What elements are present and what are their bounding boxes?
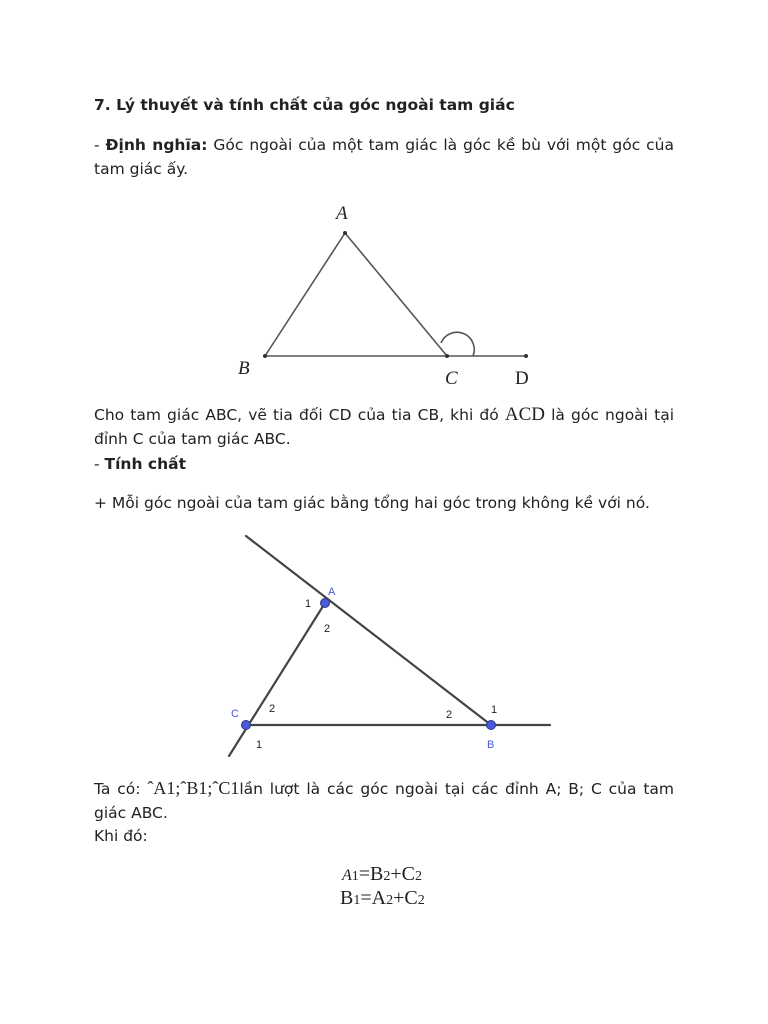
vertex-label-b: B (487, 739, 495, 751)
definition-prefix: - (94, 136, 106, 154)
point-c (445, 354, 449, 358)
point-b (263, 354, 267, 358)
construction-text-before: Cho tam giác ABC, vẽ tia đối CD của tia CB, khi đó (94, 406, 505, 424)
conclusion-paragraph (94, 776, 674, 825)
conclusion-prefix: Ta có: (94, 780, 148, 798)
point-a-dot (321, 599, 330, 608)
line-through-a-b (246, 536, 491, 725)
exterior-angle-arc (441, 332, 474, 356)
property-heading-prefix: - (94, 455, 105, 473)
segment-ab (265, 233, 345, 356)
definition-text: Góc ngoài của một tam giác là góc kề bù với một góc của tam giác ấy. (94, 136, 674, 178)
formula2-t2-sub: 2 (417, 893, 425, 908)
formula1-t1-sub: 2 (383, 869, 391, 884)
point-c-dot (242, 721, 251, 730)
line-through-c-a (229, 603, 325, 756)
angle-label-c2: 2 (269, 703, 276, 715)
construction-text-after: là góc ngoài tại đỉnh C của tam giác ABC. (94, 406, 674, 448)
formula1-plus: +C (390, 863, 416, 885)
segment-ac (345, 233, 447, 356)
khi-do-text: Khi đó: (94, 827, 148, 845)
section-heading-text: 7. Lý thuyết và tính chất của góc ngoài tam giác (94, 96, 515, 114)
conclusion-text: lần lượt là các góc ngoài tại các đỉnh A; B; C của tam giác ABC. (94, 780, 674, 822)
exterior-angles-list: ˆA1;ˆB1;ˆC1 (147, 778, 240, 798)
vertex-label-c: C (231, 708, 239, 720)
angle-label-b1: 1 (491, 704, 498, 716)
formula-exterior-b (340, 887, 425, 910)
angle-label-b2: 2 (446, 709, 453, 721)
definition-label: Định nghĩa: (105, 136, 208, 154)
label-d: D (515, 368, 529, 389)
formula2-t1-sub: 2 (386, 893, 394, 908)
section-heading (94, 93, 674, 117)
formula2-eq: =A (360, 887, 387, 909)
label-c: C (445, 368, 458, 389)
angle-acd: ACD (504, 404, 545, 425)
construction-paragraph (94, 403, 674, 451)
vertex-label-a: A (328, 586, 336, 598)
formula1-lhs-sub: 1 (351, 869, 359, 884)
angle-label-a2: 2 (324, 623, 331, 635)
property-heading-label: Tính chất (104, 455, 186, 473)
property-1: + Mỗi góc ngoài của tam giác bằng tổng hai góc trong không kề với nó. (94, 494, 650, 512)
label-a: A (336, 203, 348, 224)
point-d (524, 354, 528, 358)
definition-paragraph (94, 133, 674, 181)
angle-label-a1: 1 (305, 598, 312, 610)
angle-label-c1: 1 (256, 739, 263, 751)
formula2-lhs-sub: 1 (353, 893, 361, 908)
label-b: B (238, 358, 250, 379)
formula-exterior-a (342, 863, 422, 886)
point-b-dot (487, 721, 496, 730)
formula1-t2-sub: 2 (415, 869, 423, 884)
formula1-eq: =B (358, 863, 384, 885)
formula2-plus: +C (393, 887, 418, 909)
property-heading (94, 452, 674, 476)
formula1-lhs: A (342, 867, 352, 884)
formula2-lhs: B (340, 887, 354, 909)
point-a (343, 231, 347, 235)
